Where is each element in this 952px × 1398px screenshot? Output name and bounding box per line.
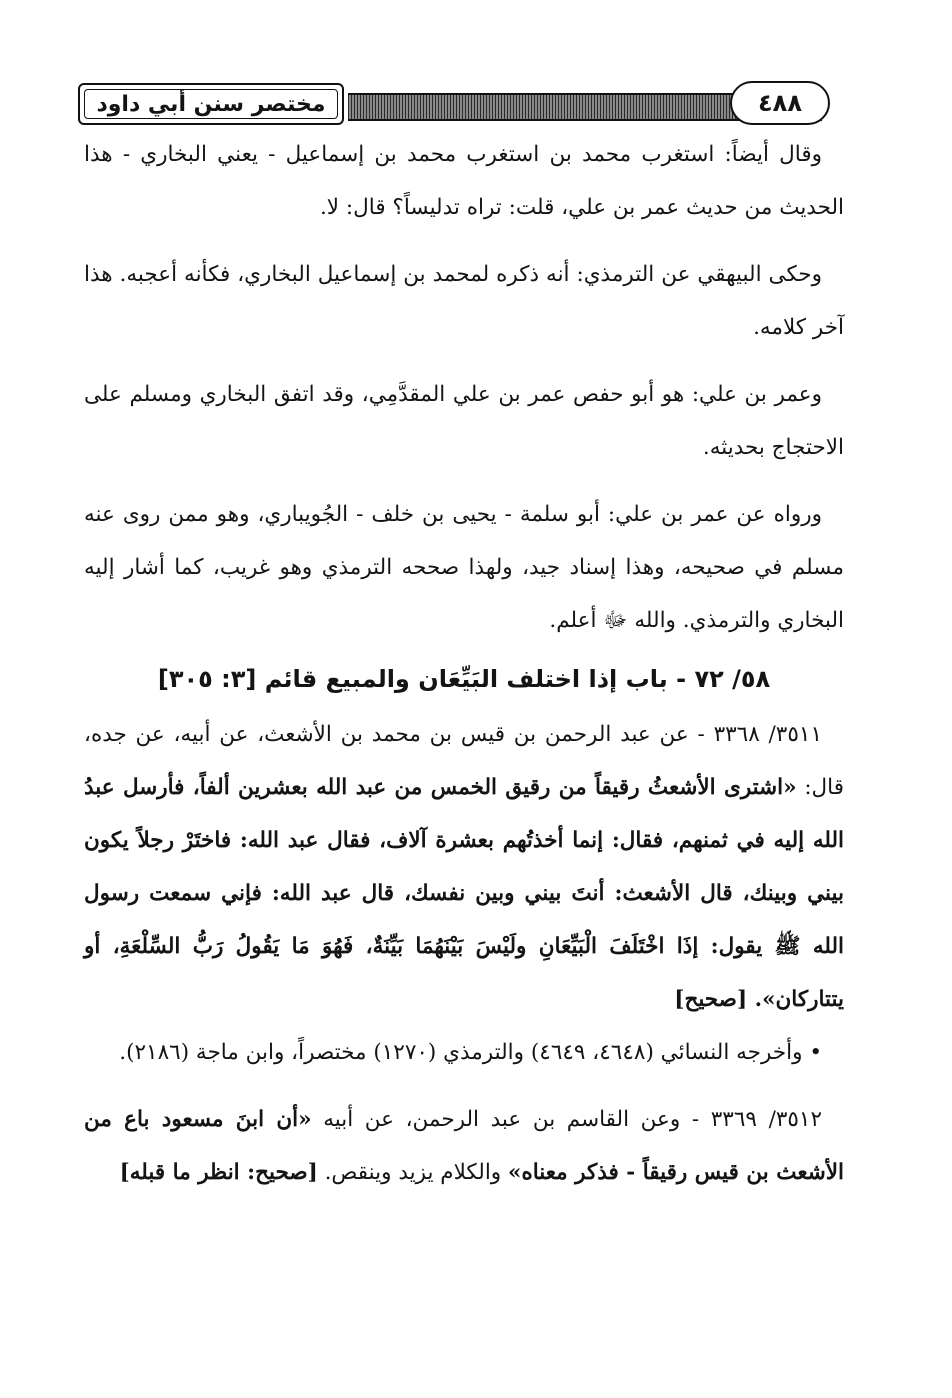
paragraph: وقال أيضاً: استغرب محمد بن استغرب محمد بن إسماعيل - يعني البخاري - هذا الحديث من حديث عمر بن علي، قلت: تراه تدليساً؟ قال: لا. bbox=[84, 142, 844, 220]
hadith-comment: والكلام يزيد وينقص. bbox=[317, 1160, 509, 1185]
page-body bbox=[84, 128, 844, 1199]
hadith-number-intro: ٣٥١٢/ ٣٣٦٩ - وعن القاسم بن عبد الرحمن، عن أبيه bbox=[323, 1107, 823, 1132]
hadith-entry bbox=[84, 1093, 844, 1199]
paragraph: وعمر بن علي: هو أبو حفص عمر بن علي المقدَّمِي، وقد اتفق البخاري ومسلم على الاحتجاج بحديثه. bbox=[84, 382, 844, 460]
page-number: ٤٨٨ bbox=[730, 81, 830, 125]
hadith-number-intro: ٣٥١١/ ٣٣٦٨ - عن عبد الرحمن بن قيس بن محمد بن الأشعث، عن أبيه، عن جده، قال: bbox=[84, 722, 845, 800]
paragraph: ورواه عن عمر بن علي: أبو سلمة - يحيى بن خلف - الجُويباري، وهو ممن روى عنه مسلم في صحيحه، وهذا إسناد جيد، ولهذا صححه الترمذي وهو غريب، كما أشار إليه البخاري والترمذي. والله ﷻ أعلم. bbox=[84, 502, 844, 633]
paragraph: وحكى البيهقي عن الترمذي: أنه ذكره لمحمد بن إسماعيل البخاري، فكأنه أعجبه. هذا آخر كلامه. bbox=[84, 262, 844, 340]
book-title: مختصر سنن أبي داود bbox=[78, 83, 344, 125]
running-header bbox=[78, 78, 852, 130]
hadith-text: «اشترى الأشعثُ رقيقاً من رقيق الخمس من عبد الله بعشرين ألفاً، فأرسل عبدُ الله إليه في ثمنهم، فقال: إنما أخذتُهم بعشرة آلاف، فقال عبد الله: فاختَرْ رجلاً يكون بيني وبينك، قال الأشعث: أنتَ بيني وبين نفسك، قال عبد الله: فإني سمعت رسول الله ﷺ يقول: إذَا اخْتَلَفَ الْبَيِّعَانِ ولَيْسَ بَيْنَهُمَا بَيِّنَةٌ، فَهُوَ مَا يَقُولُ رَبُّ السِّلْعَةِ، أو يتتاركان». [صحيح] bbox=[84, 775, 844, 1012]
takhrij-note: • وأخرجه النسائي (٤٦٤٨، ٤٦٤٩) والترمذي (١٢٧٠) مختصراً، وابن ماجة (٢١٨٦). bbox=[119, 1040, 822, 1065]
hadith-text: «أن ابنَ مسعود باع من الأشعث بن قيس رقيقاً - فذكر معناه» bbox=[84, 1107, 844, 1185]
hadith-grade: [صحيح: انظر ما قبله] bbox=[119, 1160, 318, 1185]
hadith-entry bbox=[84, 708, 844, 1026]
chapter-heading: ٥٨/ ٧٢ - باب إذا اختلف البَيِّعَان والمبيع قائم [٣: ٣٠٥] bbox=[157, 665, 771, 693]
